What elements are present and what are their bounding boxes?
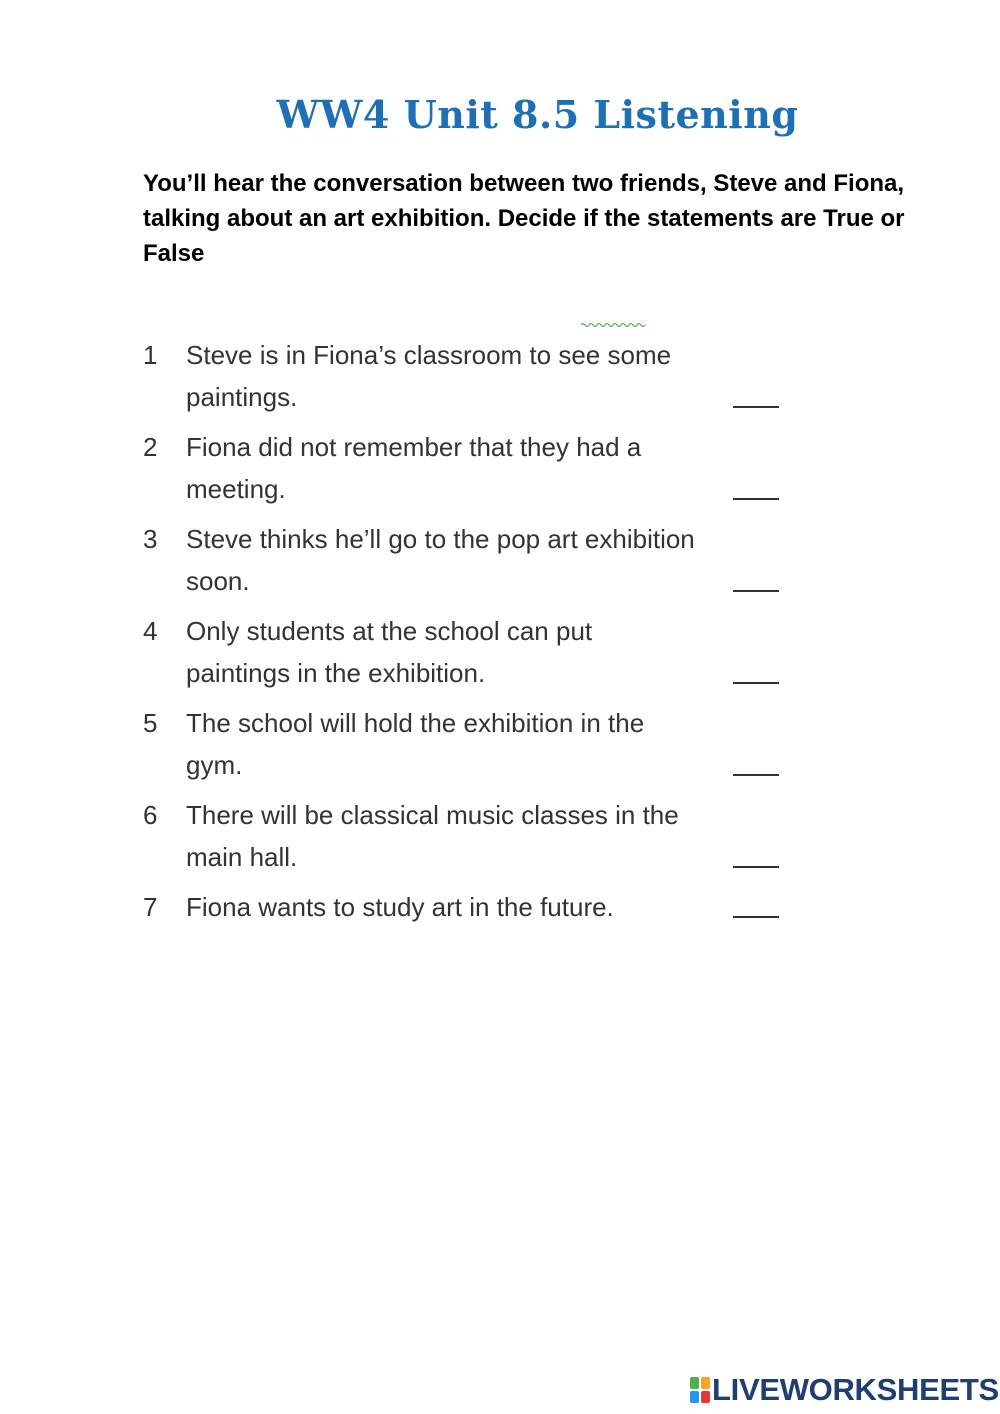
liveworksheets-logo-icon	[690, 1377, 710, 1403]
answer-blank[interactable]	[733, 498, 779, 500]
statement-item	[143, 886, 803, 928]
answer-blank[interactable]	[733, 916, 779, 918]
statement-number: 6	[143, 800, 158, 830]
answer-blank[interactable]	[733, 406, 779, 408]
statement-item	[143, 518, 803, 602]
statement-number: 3	[143, 524, 158, 554]
statement-item	[143, 426, 803, 510]
statement-number: 2	[143, 432, 158, 462]
statement-number: 7	[143, 892, 158, 922]
statement-text: Steve is in Fiona’s classroom to see some paintings.	[186, 340, 672, 412]
answer-blank[interactable]	[733, 774, 779, 776]
statement-item	[143, 794, 803, 878]
statement-text: The school will hold the exhibition in the gym.	[186, 708, 645, 780]
worksheet-title: WW4 Unit 8.5 Listening	[276, 92, 799, 137]
answer-blank[interactable]	[733, 590, 779, 592]
statement-item	[143, 610, 803, 694]
answer-blank[interactable]	[733, 866, 779, 868]
statement-number: 1	[143, 340, 158, 370]
logo-text: LIVEWORKSHEETS	[712, 1372, 999, 1407]
statement-text: There will be classical music classes in the main hall.	[186, 800, 679, 872]
statement-number: 4	[143, 616, 158, 646]
spellcheck-squiggle-icon	[581, 322, 647, 328]
statement-list	[143, 334, 803, 936]
answer-blank[interactable]	[733, 682, 779, 684]
statement-text: Only students at the school can put paintings in the exhibition.	[186, 616, 593, 688]
statement-text: Steve thinks he’ll go to the pop art exhibition soon.	[186, 524, 695, 596]
statement-item	[143, 702, 803, 786]
statement-text: Fiona did not remember that they had a meeting.	[186, 432, 642, 504]
statement-item	[143, 334, 803, 418]
instructions-text: You’ll hear the conversation between two friends, Steve and Fiona, talking about an art exhibition. Decide if the statements are True or False	[143, 170, 905, 267]
statement-number: 5	[143, 708, 158, 738]
liveworksheets-logo	[690, 1372, 999, 1408]
statement-text: Fiona wants to study art in the future.	[186, 892, 614, 922]
